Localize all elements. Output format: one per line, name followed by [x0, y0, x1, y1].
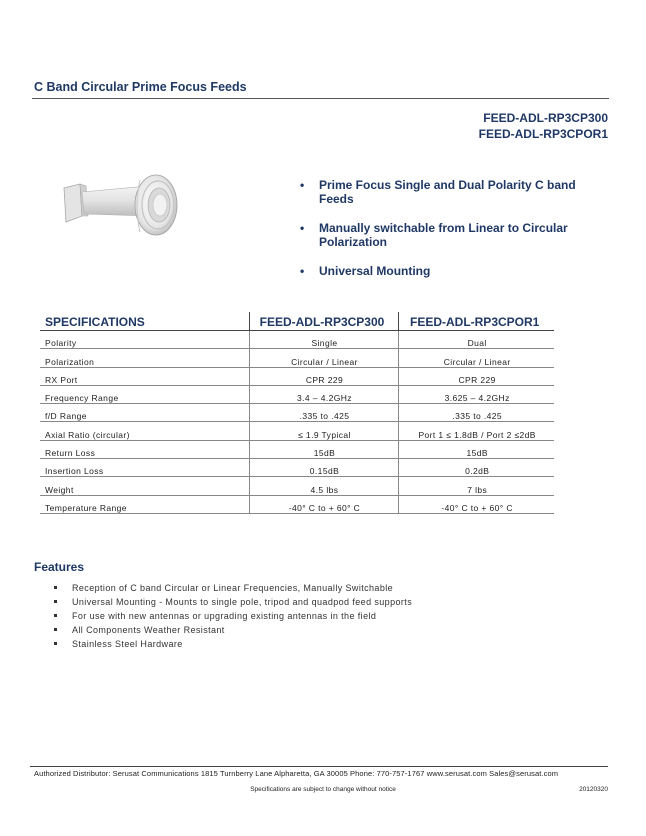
spec-name: Polarity [40, 331, 249, 349]
spec-value: CPR 229 [249, 367, 399, 385]
table-row [40, 367, 554, 385]
highlight-text: Universal Mounting [319, 264, 431, 278]
spec-name: Axial Ratio (circular) [40, 422, 249, 440]
features-list [54, 581, 412, 651]
spec-value: Port 1 ≤ 1.8dB / Port 2 ≤2dB [399, 422, 554, 440]
spec-name: f/D Range [40, 404, 249, 422]
spec-name: Insertion Loss [40, 459, 249, 477]
spec-value: 3.4 – 4.2GHz [249, 385, 399, 403]
spec-name: Frequency Range [40, 385, 249, 403]
feature-text: Stainless Steel Hardware [72, 639, 183, 649]
table-row [40, 331, 554, 349]
table-row [40, 349, 554, 367]
highlight-text: Prime Focus Single and Dual Polarity C band Feeds [319, 178, 576, 206]
highlight-list [296, 178, 586, 293]
feature-text: Reception of C band Circular or Linear Frequencies, Manually Switchable [72, 583, 394, 593]
spec-value: Circular / Linear [249, 349, 399, 367]
highlight-item [296, 264, 586, 278]
title-divider [32, 98, 609, 99]
feature-item [54, 595, 412, 609]
highlight-item [296, 221, 586, 249]
column-header: SPECIFICATIONS [40, 312, 249, 331]
column-header: FEED-ADL-RP3CPOR1 [399, 312, 554, 331]
spec-name: RX Port [40, 367, 249, 385]
spec-name: Weight [40, 477, 249, 495]
model-codes [479, 110, 608, 142]
square-bullet-icon [54, 628, 57, 631]
square-bullet-icon [54, 600, 57, 603]
feature-text: For use with new antennas or upgrading existing antennas in the field [72, 611, 377, 621]
feature-item [54, 623, 412, 637]
spec-value: 0.15dB [249, 459, 399, 477]
model-code: FEED-ADL-RP3CPOR1 [478, 127, 608, 141]
document-title: C Band Circular Prime Focus Feeds [34, 80, 247, 94]
bullet-icon: • [300, 178, 305, 192]
feature-text: All Components Weather Resistant [72, 625, 225, 635]
spec-value: 3.625 – 4.2GHz [399, 385, 554, 403]
table-row [40, 404, 554, 422]
model-code: FEED-ADL-RP3CP300 [483, 111, 608, 125]
spec-value: ≤ 1.9 Typical [249, 422, 399, 440]
feature-item [54, 637, 412, 651]
feature-item [54, 581, 412, 595]
table-row [40, 459, 554, 477]
spec-value: Single [249, 331, 399, 349]
document-date: 20120320 [579, 786, 608, 793]
table-row [40, 477, 554, 495]
features-heading: Features [34, 560, 85, 574]
feature-item [54, 609, 412, 623]
specifications-table [40, 312, 554, 514]
footer-divider [30, 766, 608, 767]
spec-value: Dual [399, 331, 554, 349]
spec-value: 15dB [399, 440, 554, 458]
feature-text: Universal Mounting - Mounts to single pole, tripod and quadpod feed supports [72, 597, 413, 607]
spec-value: .335 to .425 [399, 404, 554, 422]
table-row [40, 440, 554, 458]
table-header-row [40, 312, 554, 331]
spec-name: Temperature Range [40, 495, 249, 513]
spec-value: 4.5 lbs [249, 477, 399, 495]
spec-value: CPR 229 [399, 367, 554, 385]
square-bullet-icon [54, 642, 57, 645]
highlight-text: Manually switchable from Linear to Circular Polarization [319, 221, 568, 249]
spec-name: Return Loss [40, 440, 249, 458]
distributor-info: Authorized Distributor: Serusat Communications 1815 Turnberry Lane Alpharetta, GA 30005 Phone: 770-757-1767 www.serusat.com Sales@serusat.com [34, 769, 559, 778]
spec-value: 15dB [249, 440, 399, 458]
column-header: FEED-ADL-RP3CP300 [249, 312, 399, 331]
disclaimer: Specifications are subject to change without notice [250, 786, 396, 793]
bullet-icon: • [300, 264, 305, 278]
spec-value: Circular / Linear [399, 349, 554, 367]
square-bullet-icon [54, 586, 57, 589]
spec-value: -40° C to + 60° C [249, 495, 399, 513]
highlight-item [296, 178, 586, 206]
product-image [60, 172, 180, 242]
spec-name: Polarization [40, 349, 249, 367]
table-row [40, 422, 554, 440]
table-row [40, 385, 554, 403]
square-bullet-icon [54, 614, 57, 617]
bullet-icon: • [300, 221, 305, 235]
spec-value: 7 lbs [399, 477, 554, 495]
spec-value: 0.2dB [399, 459, 554, 477]
spec-value: .335 to .425 [249, 404, 399, 422]
spec-value: -40° C to + 60° C [399, 495, 554, 513]
table-row [40, 495, 554, 513]
